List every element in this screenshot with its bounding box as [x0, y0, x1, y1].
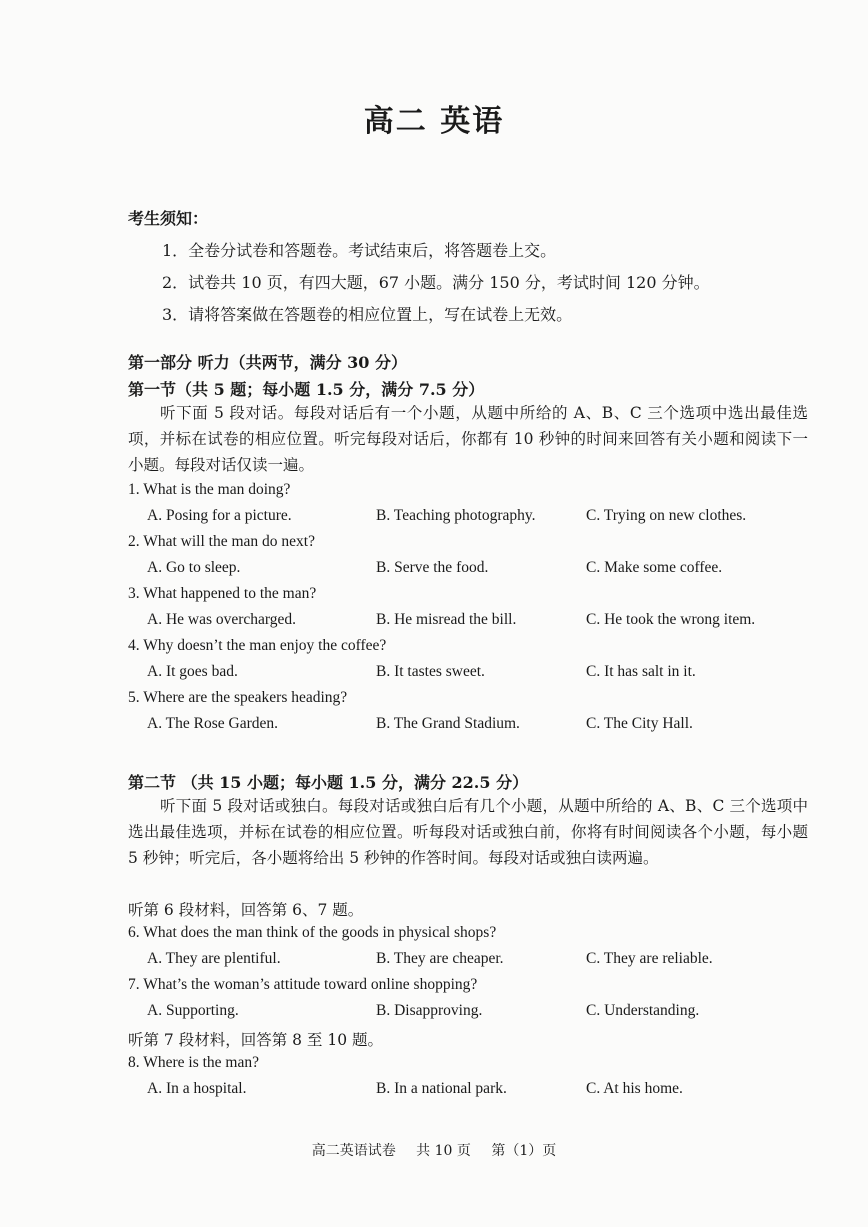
option-a: A. He was overcharged.: [147, 611, 297, 628]
option-a: A. The Rose Garden.: [147, 715, 279, 732]
option-c: C. Trying on new clothes.: [586, 507, 747, 524]
section-instructions: 听下面 5 段对话或独白。每段对话或独白后有几个小题，从题中所给的 A、B、C 三个选项中选出最佳选项，并标在试卷的相应位置。听每段对话或独白前，你将有时间阅读各个小题，每小题 5 秒钟；听完后，各小题将给出 5 秒钟的作答时间。每段对话或独白读两遍。: [128, 797, 808, 867]
option-a: A. Posing for a picture.: [147, 507, 292, 524]
option-c: C. They are reliable.: [586, 950, 713, 967]
material-instruction: 听第 6 段材料，回答第 6、7 题。: [128, 901, 364, 919]
option-c: C. Understanding.: [586, 1002, 700, 1019]
option-b: B. In a national park.: [376, 1080, 507, 1097]
option-a: A. It goes bad.: [147, 663, 238, 680]
question: 2. What will the man do next?: [128, 533, 315, 550]
option-b: B. Serve the food.: [376, 559, 489, 576]
footer-total-pages: 共 10 页: [416, 1143, 471, 1159]
section-heading: 第二节 （共 15 小题；每小题 1.5 分，满分 22.5 分）: [128, 773, 529, 792]
option-b: B. Teaching photography.: [376, 507, 536, 524]
option-c: C. Make some coffee.: [586, 559, 723, 576]
option-a: A. They are plentiful.: [147, 950, 281, 967]
notice-heading: 考生须知：: [128, 209, 209, 228]
notice-item: 1．全卷分试卷和答题卷。考试结束后，将答题卷上交。: [162, 241, 557, 260]
material-instruction: 听第 7 段材料，回答第 8 至 10 题。: [128, 1031, 384, 1049]
page-footer: [0, 1140, 868, 1160]
question: 3. What happened to the man?: [128, 585, 317, 602]
option-c: C. At his home.: [586, 1080, 683, 1097]
question: 1. What is the man doing?: [128, 481, 291, 498]
option-c: C. It has salt in it.: [586, 663, 696, 680]
option-b: B. The Grand Stadium.: [376, 715, 520, 732]
page-title: 高二 英语: [363, 104, 505, 139]
option-b: B. He misread the bill.: [376, 611, 517, 628]
option-a: A. Go to sleep.: [147, 559, 241, 576]
question: 4. Why doesn’t the man enjoy the coffee?: [128, 637, 387, 654]
question: 5. Where are the speakers heading?: [128, 689, 348, 706]
question: 8. Where is the man?: [128, 1054, 259, 1071]
notice-item: 3．请将答案做在答题卷的相应位置上，写在试卷上无效。: [162, 305, 573, 324]
option-c: C. He took the wrong item.: [586, 611, 756, 628]
option-a: A. In a hospital.: [147, 1080, 247, 1097]
option-b: B. Disapproving.: [376, 1002, 483, 1019]
question: 7. What’s the woman’s attitude toward online shopping?: [128, 976, 478, 993]
option-b: B. They are cheaper.: [376, 950, 504, 967]
part-heading: 第一部分 听力（共两节，满分 30 分）: [128, 353, 407, 372]
footer-exam-name: 高二英语试卷: [311, 1143, 396, 1159]
question: 6. What does the man think of the goods in physical shops?: [128, 924, 497, 941]
section-heading: 第一节（共 5 题；每小题 1.5 分，满分 7.5 分）: [128, 380, 485, 399]
notice-item: 2．试卷共 10 页，有四大题，67 小题。满分 150 分，考试时间 120 分钟。: [162, 273, 710, 292]
option-c: C. The City Hall.: [586, 715, 693, 732]
footer-page-number: 第（1）页: [491, 1143, 557, 1159]
section-instructions: 听下面 5 段对话。每段对话后有一个小题，从题中所给的 A、B、C 三个选项中选出最佳选项，并标在试卷的相应位置。听完每段对话后，你都有 10 秒钟的时间来回答有关小题和阅读下一小题。每段对话仅读一遍。: [128, 404, 808, 474]
option-a: A. Supporting.: [147, 1002, 239, 1019]
option-b: B. It tastes sweet.: [376, 663, 485, 680]
